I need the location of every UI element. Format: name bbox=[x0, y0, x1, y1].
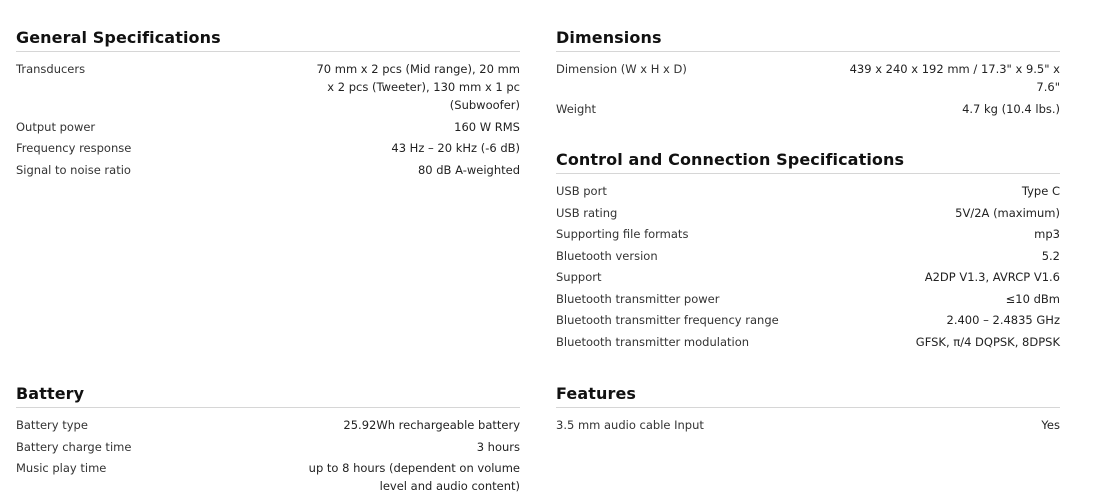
spec-row-signal-to-noise bbox=[16, 161, 520, 179]
spec-label: Music play time bbox=[16, 461, 107, 475]
spec-row-frequency-response bbox=[16, 139, 520, 157]
spec-label: Battery charge time bbox=[16, 439, 132, 454]
spec-value: 43 Hz – 20 kHz (-6 dB) bbox=[391, 141, 520, 155]
section-title-battery: Battery bbox=[16, 378, 520, 408]
spec-label: Transducers bbox=[16, 62, 86, 76]
spec-row-dimension bbox=[556, 60, 1060, 96]
spec-value: 4.7 kg (10.4 lbs.) bbox=[962, 101, 1060, 116]
spec-row-support bbox=[556, 268, 1060, 286]
general-specifications-section bbox=[16, 22, 520, 182]
spec-value: 80 dB A-weighted bbox=[417, 162, 520, 177]
spec-value: mp3 bbox=[1034, 227, 1060, 241]
spec-label: USB rating bbox=[556, 205, 618, 220]
spec-label: Frequency response bbox=[16, 141, 132, 155]
spec-value: 5V/2A (maximum) bbox=[955, 205, 1060, 220]
spec-label: Bluetooth transmitter modulation bbox=[556, 334, 750, 349]
spec-label: Dimension (W x H x D) bbox=[556, 62, 687, 76]
spec-row-bt-power bbox=[556, 290, 1060, 308]
section-title-control: Control and Connection Specifications bbox=[556, 144, 1060, 174]
spec-row-charge-time bbox=[16, 438, 520, 456]
spec-label: 3.5 mm audio cable Input bbox=[556, 418, 704, 432]
battery-section bbox=[16, 378, 520, 499]
control-connection-section bbox=[556, 144, 1060, 354]
section-title-features: Features bbox=[556, 378, 1060, 408]
spec-row-play-time bbox=[16, 459, 520, 495]
spec-value: 2.400 – 2.4835 GHz bbox=[946, 313, 1060, 327]
spec-label: Support bbox=[556, 270, 602, 284]
spec-label: Bluetooth transmitter power bbox=[556, 291, 720, 306]
spec-row-file-formats bbox=[556, 225, 1060, 243]
spec-value: 25.92Wh rechargeable battery bbox=[343, 418, 520, 432]
spec-value: 439 x 240 x 192 mm / 17.3" x 9.5" x 7.6" bbox=[849, 62, 1060, 94]
spec-value: up to 8 hours (dependent on volume level and audio content) bbox=[308, 461, 520, 493]
spec-value: 70 mm x 2 pcs (Mid range), 20 mm x 2 pcs (Tweeter), 130 mm x 1 pc (Subwoofer) bbox=[316, 62, 520, 112]
spec-row-bluetooth-version bbox=[556, 247, 1060, 265]
spec-row-battery-type bbox=[16, 416, 520, 434]
spec-value: A2DP V1.3, AVRCP V1.6 bbox=[924, 270, 1060, 284]
spec-label: Supporting file formats bbox=[556, 227, 689, 241]
spec-label: Battery type bbox=[16, 418, 88, 432]
spec-value: ≤10 dBm bbox=[1005, 291, 1060, 306]
section-title-dimensions: Dimensions bbox=[556, 22, 1060, 52]
spec-row-transducers bbox=[16, 60, 520, 114]
spec-value: Yes bbox=[1041, 418, 1060, 432]
spec-label: Bluetooth transmitter frequency range bbox=[556, 313, 779, 327]
spec-row-bt-frequency bbox=[556, 311, 1060, 329]
dimensions-section bbox=[556, 22, 1060, 121]
spec-value: 3 hours bbox=[476, 439, 520, 454]
spec-row-output-power bbox=[16, 118, 520, 136]
spec-row-bt-modulation bbox=[556, 333, 1060, 351]
spec-row-usb-rating bbox=[556, 204, 1060, 222]
spec-label: Signal to noise ratio bbox=[16, 162, 131, 177]
spec-label: Output power bbox=[16, 119, 96, 134]
spec-value: 160 W RMS bbox=[454, 119, 520, 134]
section-title-general: General Specifications bbox=[16, 22, 520, 52]
spec-value: Type C bbox=[1021, 184, 1060, 198]
spec-value: GFSK, π/4 DQPSK, 8DPSK bbox=[915, 334, 1060, 349]
features-section bbox=[556, 378, 1060, 438]
spec-row-weight bbox=[556, 100, 1060, 118]
spec-label: Weight bbox=[556, 101, 597, 116]
spec-value: 5.2 bbox=[1041, 248, 1060, 263]
spec-label: Bluetooth version bbox=[556, 248, 658, 263]
spec-label: USB port bbox=[556, 184, 607, 198]
spec-row-audio-input bbox=[556, 416, 1060, 434]
spec-row-usb-port bbox=[556, 182, 1060, 200]
